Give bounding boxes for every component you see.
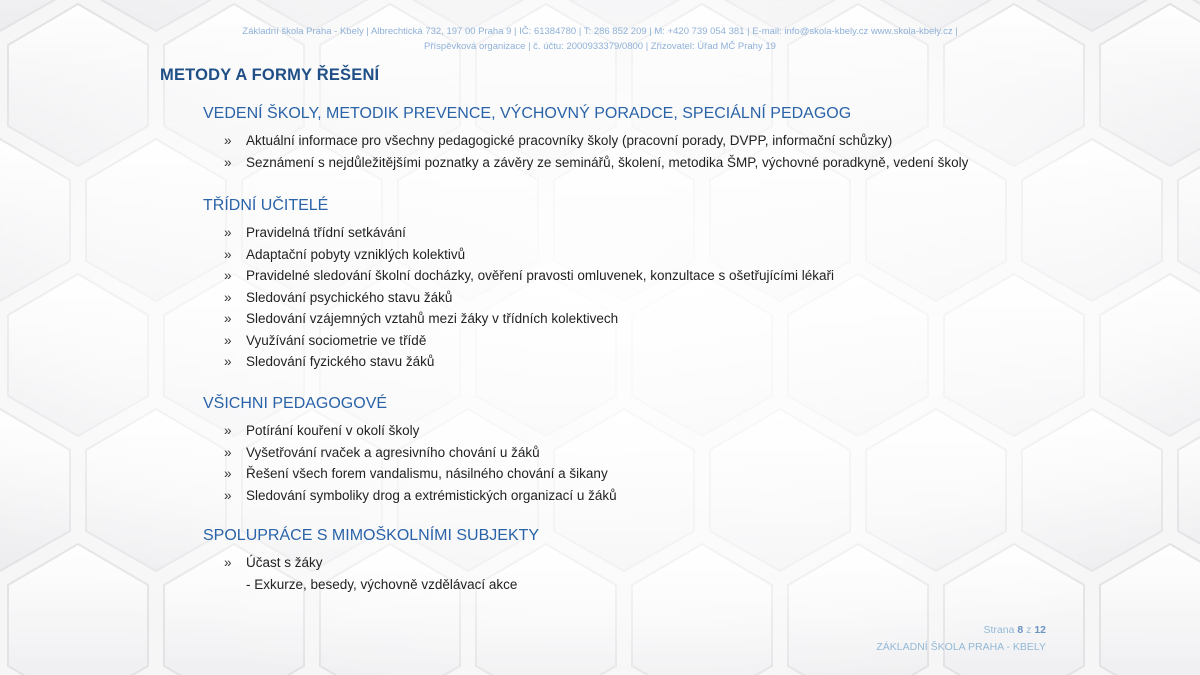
- bullet-icon: »: [224, 487, 232, 503]
- bullet-icon: »: [224, 354, 232, 369]
- section-vsichni-pedagogove: [203, 394, 1163, 506]
- section-tridni-ucitele: [203, 196, 1163, 373]
- list-item: » Sledování psychického stavu žáků: [203, 287, 1163, 309]
- list-item: » Pravidelné sledování školní docházky, ověření pravosti omluvenek, konzultace s ošetřujícími lékaři: [203, 265, 1163, 287]
- section-vedeni-skoly: [203, 104, 1163, 173]
- bullet-list: [203, 222, 1163, 373]
- header-line-2: Příspěvková organizace | č. účtu: 2000933379/0800 | Zřizovatel: Úřad MČ Prahy 19: [424, 41, 776, 52]
- section-heading: TŘÍDNÍ UČITELÉ: [203, 197, 329, 214]
- list-item: » Adaptační pobyty vzniklých kolektivů: [203, 244, 1163, 266]
- bullet-icon: »: [224, 225, 232, 240]
- page-footer: [876, 622, 1046, 656]
- bullet-icon: »: [224, 311, 232, 326]
- list-item: » Sledování fyzického stavu žáků: [203, 351, 1163, 373]
- bullet-icon: »: [224, 246, 232, 262]
- page-title: METODY A FORMY ŘEŠENÍ: [160, 66, 380, 84]
- page-header: [0, 24, 1200, 54]
- bullet-icon: »: [224, 466, 232, 481]
- bullet-icon: »: [224, 332, 232, 348]
- list-sub-item: - Exkurze, besedy, výchovně vzdělávací akce: [246, 576, 518, 592]
- bullet-icon: »: [224, 289, 232, 305]
- bullet-icon: »: [224, 133, 232, 148]
- bullet-list: [203, 420, 1163, 506]
- section-spoluprace: [203, 526, 1163, 595]
- header-line-1: Základní škola Praha - Kbely | Albrechtická 732, 197 00 Praha 9 | IČ: 61384780 | T: 286 852 209 | M: +420 739 054 381 | E-mail: info@skola-kbely.cz www.skola-kbely.cz |: [242, 26, 958, 37]
- section-heading: VŠICHNI PEDAGOGOVÉ: [203, 395, 388, 412]
- footer-org: ZÁKLADNÍ ŠKOLA PRAHA - KBELY: [876, 641, 1046, 653]
- list-item: » Účast s žáky: [203, 552, 1163, 574]
- page-number: Strana 8 z 12: [983, 624, 1046, 636]
- section-heading: SPOLUPRÁCE S MIMOŠKOLNÍMI SUBJEKTY: [203, 527, 540, 544]
- list-item: » Pravidelná třídní setkávání: [203, 222, 1163, 244]
- bullet-icon: »: [224, 423, 232, 438]
- list-item: » Potírání kouření v okolí školy: [203, 420, 1163, 442]
- bullet-list: [203, 130, 1163, 173]
- page-current: 8: [1017, 624, 1024, 636]
- bullet-list: [203, 552, 1163, 595]
- list-item: » Sledování vzájemných vztahů mezi žáky v třídních kolektivech: [203, 308, 1163, 330]
- list-item: » Řešení všech forem vandalismu, násilného chování a šikany: [203, 463, 1163, 485]
- section-heading: VEDENÍ ŠKOLY, METODIK PREVENCE, VÝCHOVNÝ PORADCE, SPECIÁLNÍ PEDAGOG: [203, 105, 852, 122]
- bullet-icon: »: [224, 154, 232, 170]
- list-item: » Aktuální informace pro všechny pedagogické pracovníky školy (pracovní porady, DVPP, informační schůzky): [203, 130, 1163, 152]
- list-item: » Sledování symboliky drog a extrémistických organizací u žáků: [203, 485, 1163, 507]
- bullet-icon: »: [224, 268, 232, 283]
- bullet-icon: »: [224, 444, 232, 460]
- list-item: » Využívání sociometrie ve třídě: [203, 330, 1163, 352]
- list-item: » Seznámení s nejdůležitějšími poznatky a závěry ze seminářů, školení, metodika ŠMP, výchovné poradkyně, vedení školy: [203, 152, 1163, 174]
- page-total: 12: [1034, 624, 1046, 636]
- list-item: » Vyšetřování rvaček a agresivního chování u žáků: [203, 442, 1163, 464]
- bullet-icon: »: [224, 555, 232, 570]
